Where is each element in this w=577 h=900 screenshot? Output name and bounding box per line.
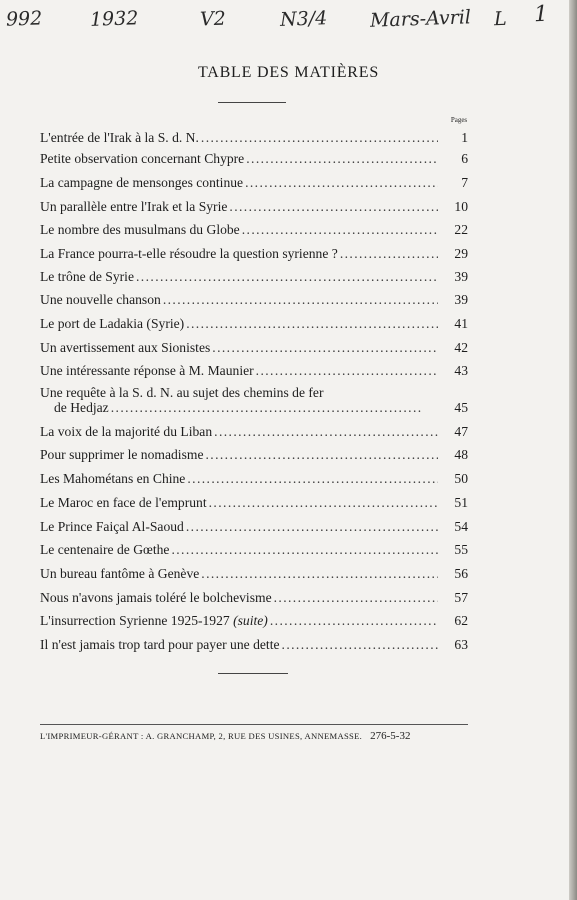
toc-entry-title-italic: (suite)	[233, 613, 268, 628]
toc-entry-page: 62	[454, 613, 468, 628]
toc-entry	[40, 148, 468, 170]
toc-entry-title: Un parallèle entre l'Irak et la Syrie . . .	[40, 196, 438, 218]
handwritten-page: 1	[533, 1, 549, 28]
toc-entry-title: La France pourra-t-elle résoudre la question syrienne ? . . .	[40, 243, 438, 265]
toc-entry-page: 47	[454, 424, 468, 439]
toc-entry-page: 1	[461, 130, 468, 145]
toc-entry-title: Le trône de Syrie . . .	[40, 266, 438, 288]
handwritten-months: Mars-Avril	[369, 6, 472, 32]
toc-entry	[40, 172, 468, 194]
imprint-line	[40, 730, 480, 742]
toc-entry	[40, 563, 468, 585]
toc-entry-page: 39	[454, 292, 468, 307]
toc-entry	[40, 587, 468, 609]
toc-entry-page: 57	[454, 590, 468, 605]
page-title: TABLE DES MATIÈRES	[197, 64, 380, 81]
toc-entry	[40, 196, 468, 218]
toc-entry	[40, 539, 468, 561]
toc-entry	[40, 444, 468, 466]
toc-entry-title: Le Maroc en face de l'emprunt . . .	[40, 492, 438, 514]
toc-entry	[40, 468, 468, 490]
toc-entry-page: 50	[454, 471, 468, 486]
toc-entry-title-line2: de Hedjaz . . .	[40, 400, 438, 415]
toc-entry-page: 43	[454, 363, 468, 378]
toc-entry	[40, 610, 468, 632]
toc-entry	[40, 492, 468, 514]
toc-entry-page: 22	[454, 222, 468, 237]
toc-entry-title: Nous n'avons jamais toléré le bolchevisme . . .	[40, 587, 438, 609]
toc-entry-title: Le centenaire de Gœthe . . .	[40, 539, 438, 561]
toc-entry-title	[40, 385, 438, 415]
toc-entry-title: Un avertissement aux Sionistes . . .	[40, 337, 438, 359]
toc-entry-title: Une nouvelle chanson . . .	[40, 289, 438, 311]
toc-entry-title: Pour supprimer le nomadisme . . .	[40, 444, 438, 466]
toc-entry-page: 56	[454, 566, 468, 581]
toc-entry	[40, 516, 468, 538]
toc-entry-title: Le port de Ladakia (Syrie) . . .	[40, 313, 438, 335]
toc-entry-page: 63	[454, 637, 468, 652]
toc-entry	[40, 219, 468, 241]
toc-entry-title: Le nombre des musulmans du Globe . . .	[40, 219, 438, 241]
toc-entry	[40, 289, 468, 311]
toc-entry-page: 54	[454, 519, 468, 534]
handwritten-year: 1932	[89, 7, 139, 31]
toc-entry-title	[40, 610, 438, 632]
toc-entry-page: 48	[454, 447, 468, 462]
toc-entry-title: Petite observation concernant Chypre . . .	[40, 148, 438, 170]
page-binding-edge	[569, 0, 577, 900]
toc-entry-page: 55	[454, 542, 468, 557]
toc-entry-page: 45	[454, 400, 468, 415]
toc-entry	[40, 313, 468, 335]
toc-entry	[40, 421, 468, 443]
toc-entry-title: La campagne de mensonges continue . . .	[40, 172, 438, 194]
toc-entry-title: Il n'est jamais trop tard pour payer une dette . . .	[40, 634, 438, 656]
toc-entry	[40, 127, 468, 149]
imprint-code: 276-5-32	[370, 730, 411, 742]
imprint-divider	[40, 724, 468, 725]
toc-entry-page: 10	[454, 199, 468, 214]
toc-entry-title: Les Mahométans en Chine . . .	[40, 468, 438, 490]
toc-entry-title: Une intéressante réponse à M. Maunier . . .	[40, 360, 438, 382]
toc-entry-title: Un bureau fantôme à Genève . . .	[40, 563, 438, 585]
toc-entry	[40, 337, 468, 359]
toc-entry-page: 42	[454, 340, 468, 355]
toc-entry-page: 51	[454, 495, 468, 510]
toc-entry-page: 39	[454, 269, 468, 284]
toc-entry-page: 6	[461, 151, 468, 166]
handwritten-number: N3/4	[279, 7, 328, 31]
toc-entry-page: 29	[454, 246, 468, 261]
toc-entry	[40, 634, 468, 656]
toc-entry-title-line1: Une requête à la S. d. N. au sujet des chemins de fer	[40, 385, 324, 400]
handwritten-ref: 992	[5, 7, 43, 31]
toc-entry-title: La voix de la majorité du Liban . . .	[40, 421, 438, 443]
toc-entry	[40, 266, 468, 288]
toc-entry-title-main: L'insurrection Syrienne 1925-1927	[40, 613, 230, 628]
toc-entry-title: L'entrée de l'Irak à la S. d. N. . . .	[40, 127, 438, 149]
pages-column-header: Pages	[450, 116, 468, 124]
toc-entry	[40, 383, 468, 419]
toc-entry	[40, 360, 468, 382]
handwritten-volume: V2	[199, 7, 227, 31]
toc-entry-page: 7	[461, 175, 468, 190]
handwritten-annotation	[0, 2, 577, 42]
end-divider	[218, 673, 288, 674]
toc-entry-title: Le Prince Faiçal Al-Saoud . . .	[40, 516, 438, 538]
imprint-text: L'IMPRIMEUR-GÉRANT : A. GRANCHAMP, 2, RUE DES USINES, ANNEMASSE.	[40, 731, 363, 741]
handwritten-mark: L	[493, 7, 508, 31]
toc-entry	[40, 243, 468, 265]
toc-entry-page: 41	[454, 316, 468, 331]
title-divider	[218, 102, 286, 103]
